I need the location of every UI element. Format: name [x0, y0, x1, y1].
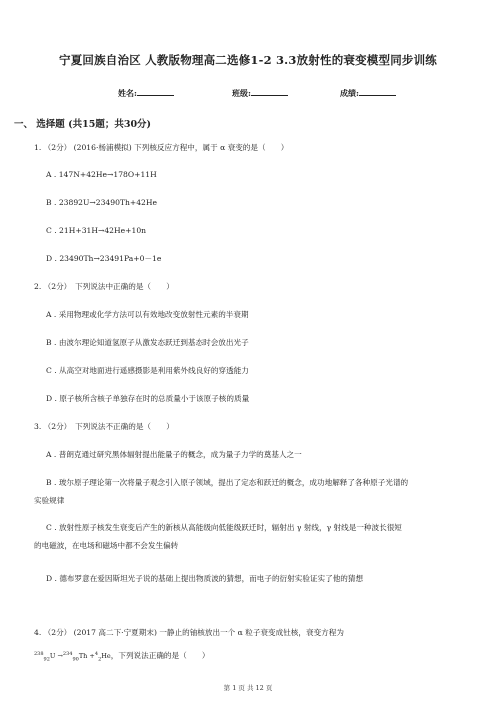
score-field: [340, 87, 396, 99]
question-3-option-d: D . 德布罗意在爱因斯坦光子说的基础上提出物质波的猜想，而电子的衍射实验证实了他的猜想: [46, 574, 364, 583]
question-2-option-b: B . 由波尔理论知道氢原子从激发态跃迁到基态时会放出光子: [46, 338, 249, 347]
decay-equation-image: $^{238}_{92}$U →$^{234}_{90}$Th +$^4_2$He: [34, 651, 111, 663]
question-3-option-c-continued: 的电磁波，在电场和磁场中都不会发生偏转: [34, 541, 179, 550]
question-1-option-d: D . 23490Th→23491Pa+0－1e: [46, 254, 162, 263]
class-label: 班级:: [232, 88, 251, 98]
page-title: 宁夏回族自治区 人教版物理高二选修1-2 3.3放射性的衰变模型同步训练: [59, 53, 437, 67]
score-blank: [359, 87, 396, 96]
question-4-tail: ，下列说法正确的是（ ）: [110, 651, 210, 661]
page-footer: 第 1 页 共 12 页: [223, 684, 273, 692]
class-field: [232, 87, 288, 99]
name-blank: [137, 87, 174, 96]
name-label: 姓名:: [118, 88, 137, 98]
question-1-option-c: C . 21H+31H→42He+10n: [46, 226, 147, 235]
question-4-stem: 4. （2分） (2017 高二下·宁夏期末) 一静止的铀核放出一个 α 粒子衰变成钍核，衰变方程为: [34, 628, 344, 637]
class-blank: [251, 87, 288, 96]
question-2-option-d: D . 原子核所含核子单独存在时的总质量小于该原子核的质量: [46, 394, 250, 403]
question-3-option-c: C . 放射性原子核发生衰变后产生的新核从高能级向低能级跃迁时，辐射出 γ 射线，γ 射线是一种波长很短: [46, 523, 402, 532]
question-1-option-b: B . 23892U→23490Th+42He: [46, 198, 157, 207]
question-1-option-a: A . 147N+42He→178O+11H: [46, 170, 157, 179]
question-3-option-b-continued: 实验规律: [34, 496, 65, 505]
question-3-stem: 3. （2分） 下列说法不正确的是（ ）: [34, 422, 174, 431]
question-2-option-a: A . 采用物理或化学方法可以有效地改变放射性元素的半衰期: [46, 310, 249, 319]
question-3-option-b: B . 玻尔原子理论第一次将量子观念引入原子领域，提出了定态和跃迁的概念，成功地解释了各种原子光谱的: [46, 478, 409, 487]
score-label: 成绩:: [340, 88, 359, 98]
section-heading: 一、 选择题 (共15题；共30分): [14, 119, 152, 130]
question-1-stem: 1. （2分） (2016·杨浦模拟) 下列核反应方程中，属于 α 衰变的是（ ）: [34, 143, 289, 152]
name-field: [118, 87, 174, 99]
decay-equation: [34, 650, 210, 663]
question-3-option-a: A . 普朗克通过研究黑体辐射提出能量子的概念，成为量子力学的奠基人之一: [46, 450, 302, 459]
question-2-option-c: C . 从高空对地面进行遥感摄影是利用紫外线良好的穿透能力: [46, 366, 249, 375]
question-2-stem: 2. （2分） 下列说法中正确的是（ ）: [34, 282, 174, 291]
